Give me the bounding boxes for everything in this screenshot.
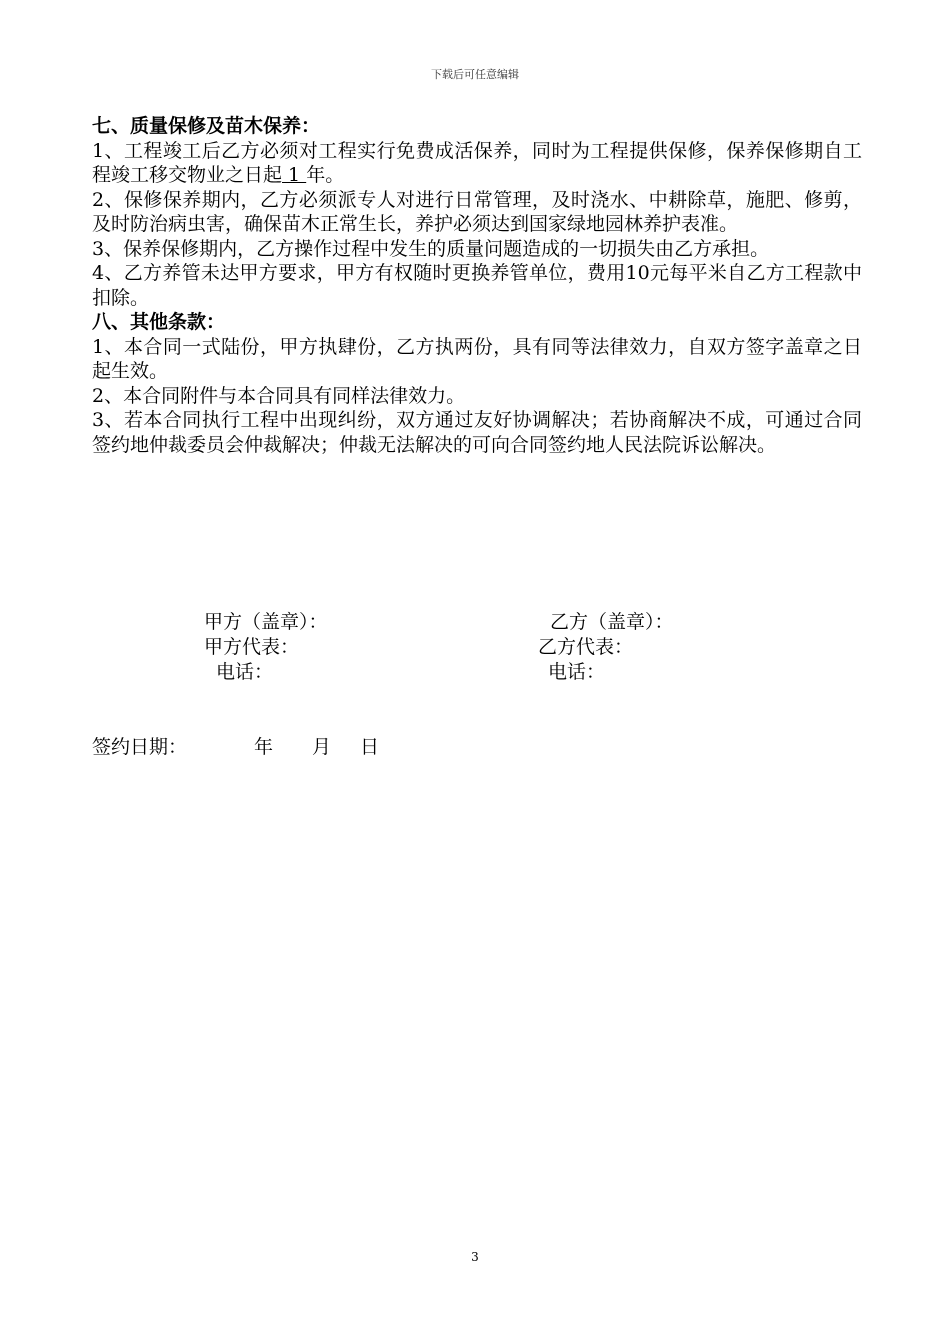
page-number: 3 <box>471 1250 479 1264</box>
sign-date-label: 签约日期： <box>92 736 188 758</box>
section-8-title: 八、其他条款： <box>92 311 226 333</box>
party-a-rep-label: 甲方代表： <box>204 636 300 658</box>
section-7-title: 七、质量保修及苗木保养： <box>92 115 321 137</box>
section-8-item-3: 3、若本合同执行工程中出现纠纷，双方通过友好协调解决；若协商解决不成，可通过合同签约地仲裁委员会仲裁解决；仲裁无法解决的可向合同签约地人民法院诉讼解决。 <box>92 409 862 456</box>
section-7-item-1 <box>92 139 862 188</box>
section-8-item-2: 2、本合同附件与本合同具有同样法律效力。 <box>92 384 466 407</box>
section-8-item-1: 1、本合同一式陆份，甲方执肆份，乙方执两份，具有同等法律效力，自双方签字盖章之日起生效。 <box>92 335 862 382</box>
page-header-note: 下载后可任意编辑 <box>431 68 519 81</box>
warranty-years: 1 <box>282 164 307 186</box>
section-7-item-2: 2、保修保养期内，乙方必须派专人对进行日常管理，及时浇水、中耕除草，施肥、修剪，及时防治病虫害，确保苗木正常生长，养护必须达到国家绿地园林养护表准。 <box>92 188 862 235</box>
party-b-phone-label: 电话： <box>548 661 606 683</box>
party-a-phone-label: 电话： <box>216 661 274 683</box>
sign-date-year: 年 <box>254 736 274 758</box>
section-7-item-4: 4、乙方养管未达甲方要求，甲方有权随时更换养管单位，费用10元每平米自乙方工程款中扣除。 <box>92 262 862 309</box>
section-7-item-3: 3、保养保修期内，乙方操作过程中发生的质量问题造成的一切损失由乙方承担。 <box>92 237 770 260</box>
party-b-rep-label: 乙方代表： <box>538 636 634 658</box>
contract-body <box>92 114 862 457</box>
party-b-seal-label: 乙方（盖章）： <box>550 611 674 633</box>
section-7-item-1-text: 1、工程竣工后乙方必须对工程实行免费成活保养，同时为工程提供保修，保养保修期自工程竣工移交物业之日起 <box>92 139 862 186</box>
sign-date-day: 日 <box>360 736 380 758</box>
party-a-seal-label: 甲方（盖章）： <box>204 611 328 633</box>
sign-date-month: 月 <box>312 736 332 758</box>
section-7-item-1-end: 年。 <box>306 164 345 186</box>
